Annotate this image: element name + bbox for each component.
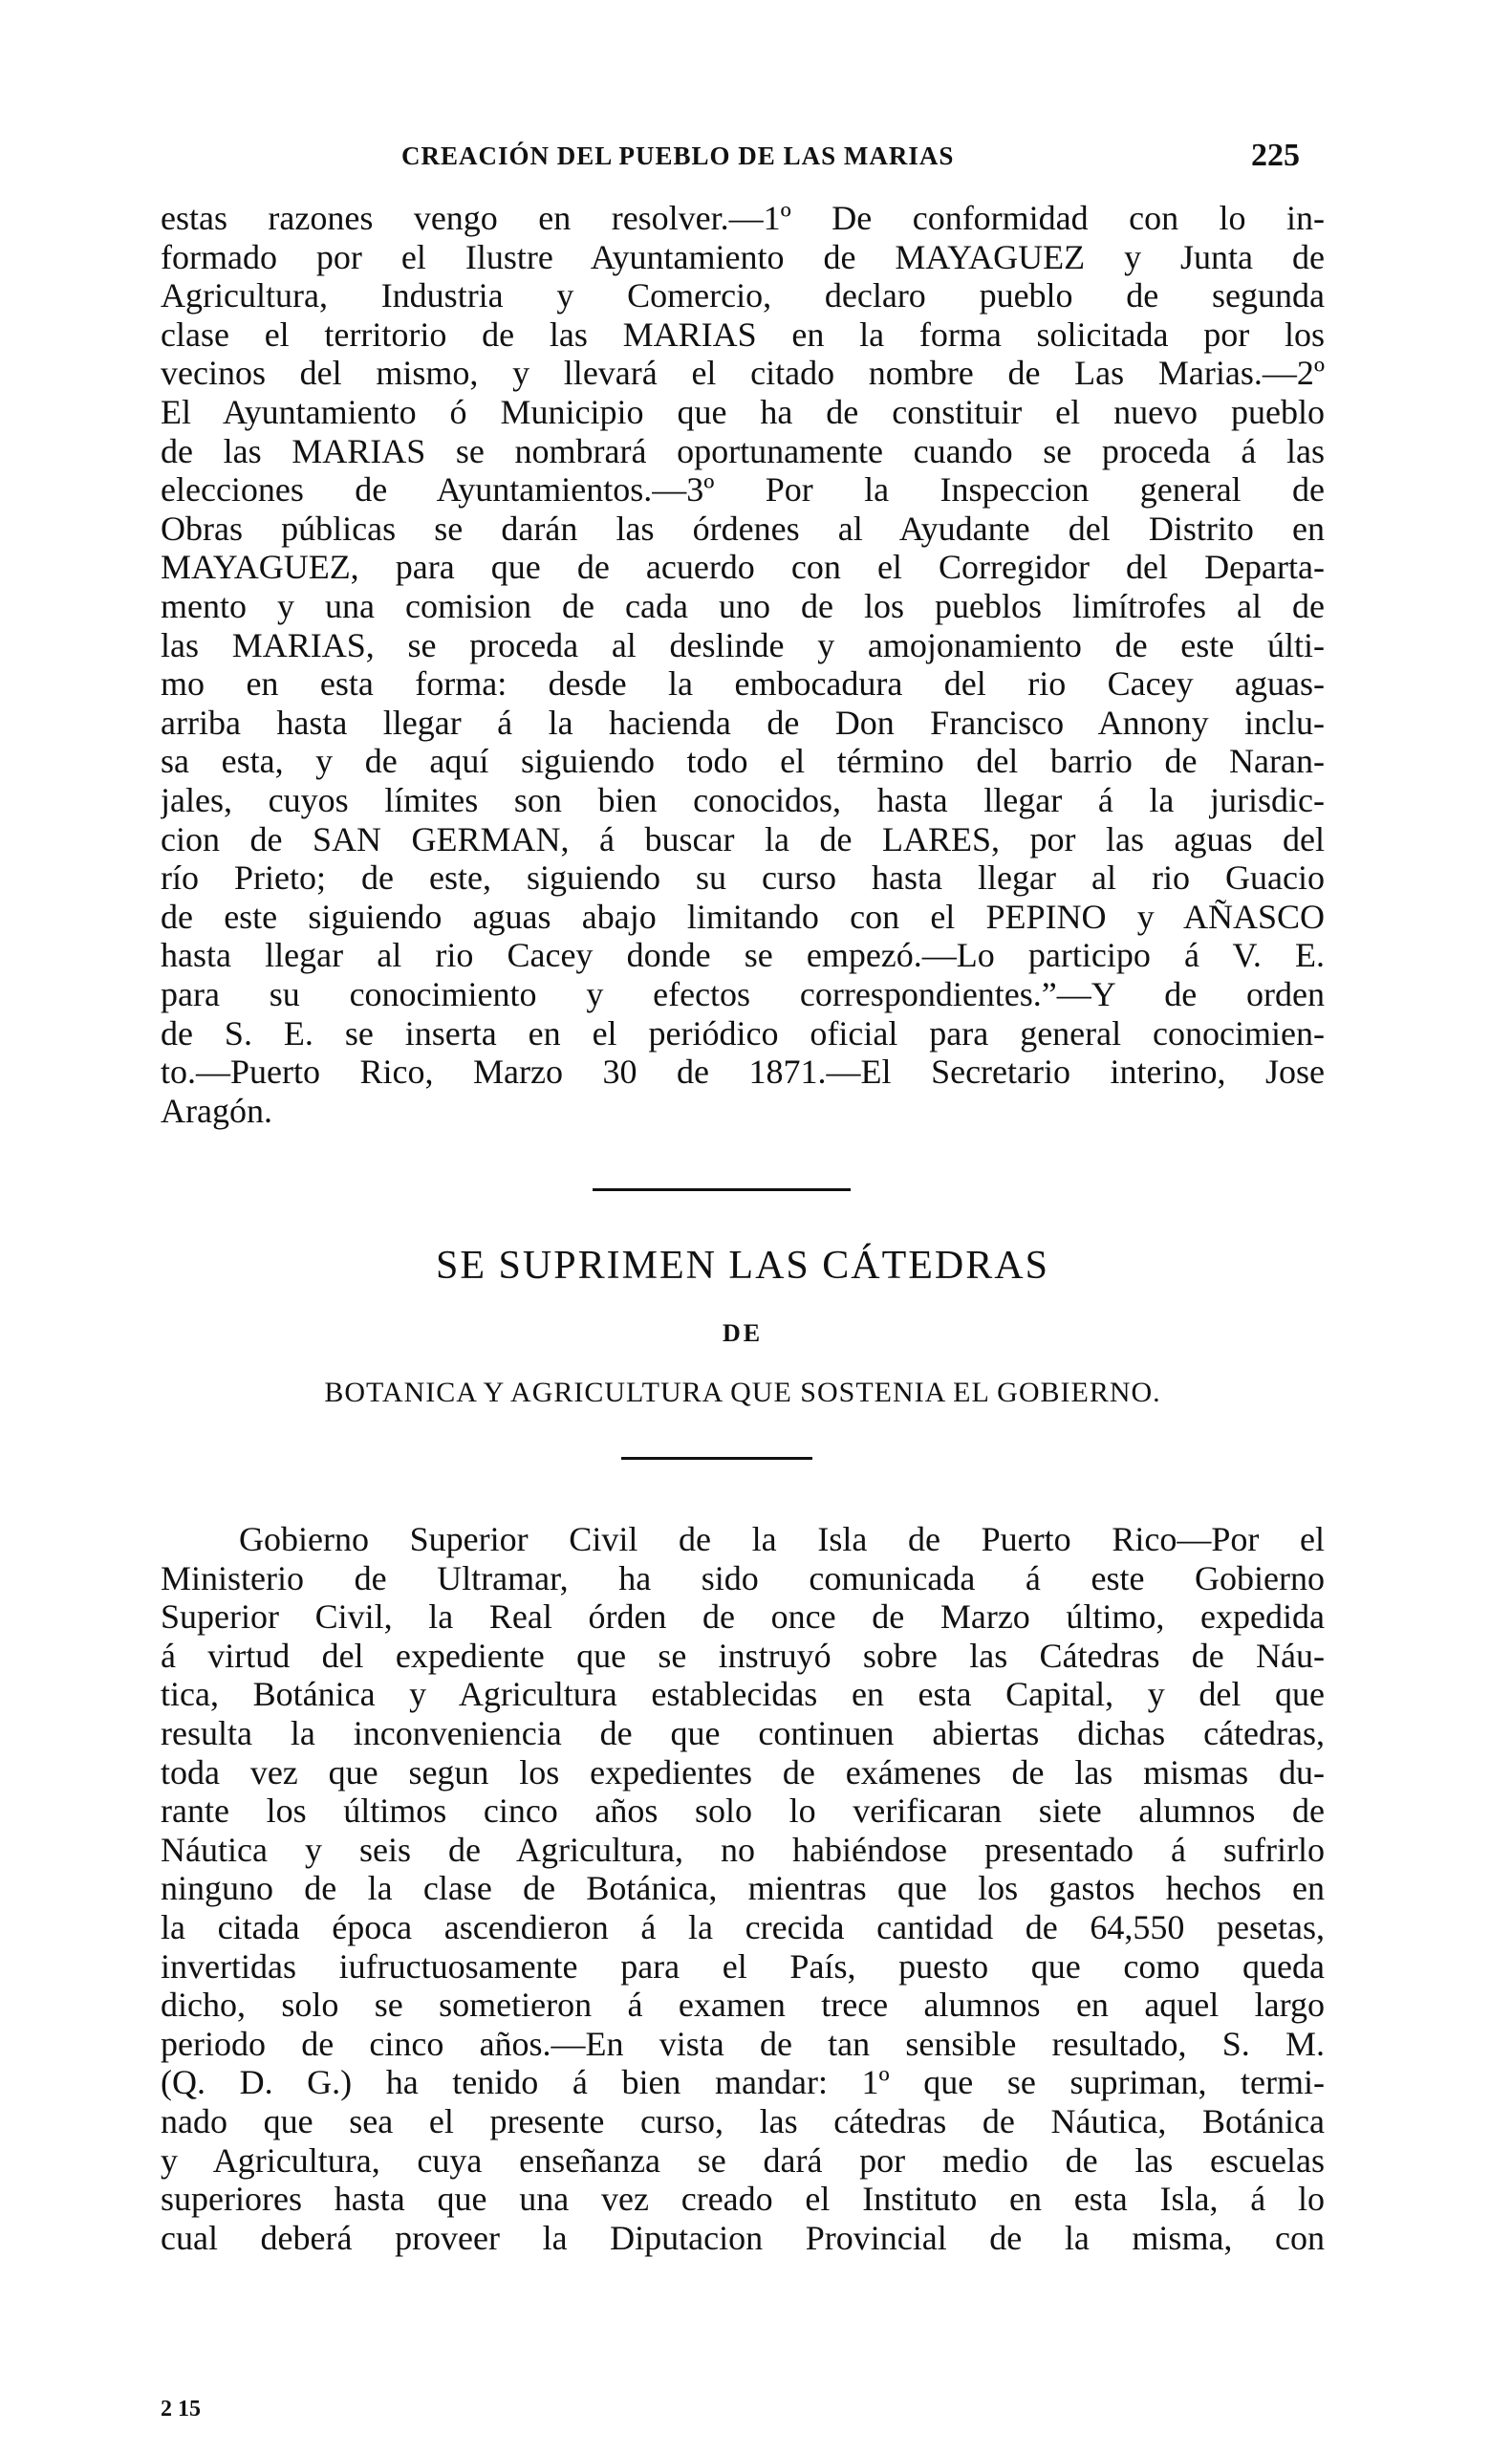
text-line: mo en esta forma: desde la embocadura del rio Cacey aguas- xyxy=(161,664,1325,704)
text-line: de las MARIAS se nombrará oportunamente cuando se proceda á las xyxy=(161,431,1325,470)
section-title: SE SUPRIMEN LAS CÁTEDRAS xyxy=(436,1244,1049,1288)
section-subtitle: BOTANICA Y AGRICULTURA QUE SOSTENIA EL GOBIERNO. xyxy=(324,1377,1161,1408)
text-line: río Prieto; de este, siguiendo su curso hasta llegar al rio Guacio xyxy=(161,858,1325,898)
text-line: elecciones de Ayuntamientos.—3º Por la Inspeccion general de xyxy=(161,470,1325,510)
text-line: clase el territorio de las MARIAS en la forma solicitada por los xyxy=(161,315,1325,354)
text-line: á virtud del expediente que se instruyó sobre las Cátedras de Náu- xyxy=(161,1636,1325,1675)
text-line: El Ayuntamiento ó Municipio que ha de constituir el nuevo pueblo xyxy=(161,393,1325,431)
text-line: arriba hasta llegar á la hacienda de Don Francisco Annony inclu- xyxy=(161,703,1325,742)
text-line: de S. E. se inserta en el periódico oficial para general conocimien- xyxy=(161,1013,1325,1053)
section-title-connector: DE xyxy=(722,1319,764,1347)
text-line: nado que sea el presente curso, las cátedras de Náutica, Botánica xyxy=(161,2102,1325,2140)
text-line: jales, cuyos límites son bien conocidos, hasta llegar á la jurisdic- xyxy=(161,781,1325,819)
text-line: Superior Civil, la Real órden de once de Marzo último, expedida xyxy=(161,1597,1325,1637)
text-line: resulta la inconveniencia de que continuen abiertas dichas cátedras, xyxy=(161,1714,1325,1752)
text-line: hasta llegar al rio Cacey donde se empezó.—Lo participo á V. E. xyxy=(161,936,1325,975)
divider-rule-top xyxy=(593,1188,851,1191)
text-line: mento y una comision de cada uno de los pueblos limítrofes al de xyxy=(161,587,1325,625)
text-line: invertidas iufructuosamente para el País, puesto que como queda xyxy=(161,1946,1325,1986)
text-line: Gobierno Superior Civil de la Isla de Puerto Rico—Por el xyxy=(239,1520,1325,1558)
text-line: de este siguiendo aguas abajo limitando con el PEPINO y AÑASCO xyxy=(161,897,1325,936)
text-line: Ministerio de Ultramar, ha sido comunicada á este Gobierno xyxy=(161,1558,1325,1597)
text-line: Agricultura, Industria y Comercio, declaro pueblo de segunda xyxy=(161,276,1325,315)
text-line: las MARIAS, se proceda al deslinde y amojonamiento de este últi- xyxy=(161,625,1325,664)
printer-signature: 2 15 xyxy=(161,2397,201,2421)
text-line: MAYAGUEZ, para que de acuerdo con el Corregidor del Departa- xyxy=(161,548,1325,587)
text-line: (Q. D. G.) ha tenido á bien mandar: 1º que se supriman, termi- xyxy=(161,2063,1325,2102)
page-number: 225 xyxy=(1251,138,1300,173)
text-line: para su conocimiento y efectos correspondientes.”—Y de orden xyxy=(161,975,1325,1013)
text-line: dicho, solo se sometieron á examen trece alumnos en aquel largo xyxy=(161,1986,1325,2025)
text-line: cual deberá proveer la Diputacion Provincial de la misma, con xyxy=(161,2218,1325,2257)
text-line: sa esta, y de aquí siguiendo todo el término del barrio de Naran- xyxy=(161,742,1325,781)
text-line: to.—Puerto Rico, Marzo 30 de 1871.—El Secretario interino, Jose xyxy=(161,1053,1325,1092)
text-line: formado por el Ilustre Ayuntamiento de MAYAGUEZ y Junta de xyxy=(161,237,1325,276)
text-line: toda vez que segun los expedientes de exámenes de las mismas du- xyxy=(161,1752,1325,1792)
text-line: ninguno de la clase de Botánica, mientras que los gastos hechos en xyxy=(161,1869,1325,1908)
page-header xyxy=(401,138,1300,180)
text-line: rante los últimos cinco años solo lo verificaran siete alumnos de xyxy=(161,1792,1325,1831)
text-line: Náutica y seis de Agricultura, no habiéndose presentado á sufrirlo xyxy=(161,1830,1325,1869)
text-line: estas razones vengo en resolver.—1º De conformidad con lo in- xyxy=(161,199,1325,237)
text-line: tica, Botánica y Agricultura establecidas en esta Capital, y del que xyxy=(161,1675,1325,1714)
text-line: periodo de cinco años.—En vista de tan sensible resultado, S. M. xyxy=(161,2024,1325,2063)
text-line: cion de SAN GERMAN, á buscar la de LARES, por las aguas del xyxy=(161,819,1325,858)
text-line: la citada época ascendieron á la crecida cantidad de 64,550 pesetas, xyxy=(161,1908,1325,1946)
running-title: CREACIÓN DEL PUEBLO DE LAS MARIAS xyxy=(401,141,955,170)
text-line: Obras públicas se darán las órdenes al Ayudante del Distrito en xyxy=(161,509,1325,548)
text-line: Aragón. xyxy=(161,1091,272,1130)
text-line: superiores hasta que una vez creado el Instituto en esta Isla, á lo xyxy=(161,2180,1325,2219)
text-line: vecinos del mismo, y llevará el citado nombre de Las Marias.—2º xyxy=(161,354,1325,393)
divider-rule-bottom xyxy=(621,1457,812,1460)
text-line: y Agricultura, cuya enseñanza se dará por medio de las escuelas xyxy=(161,2140,1325,2180)
